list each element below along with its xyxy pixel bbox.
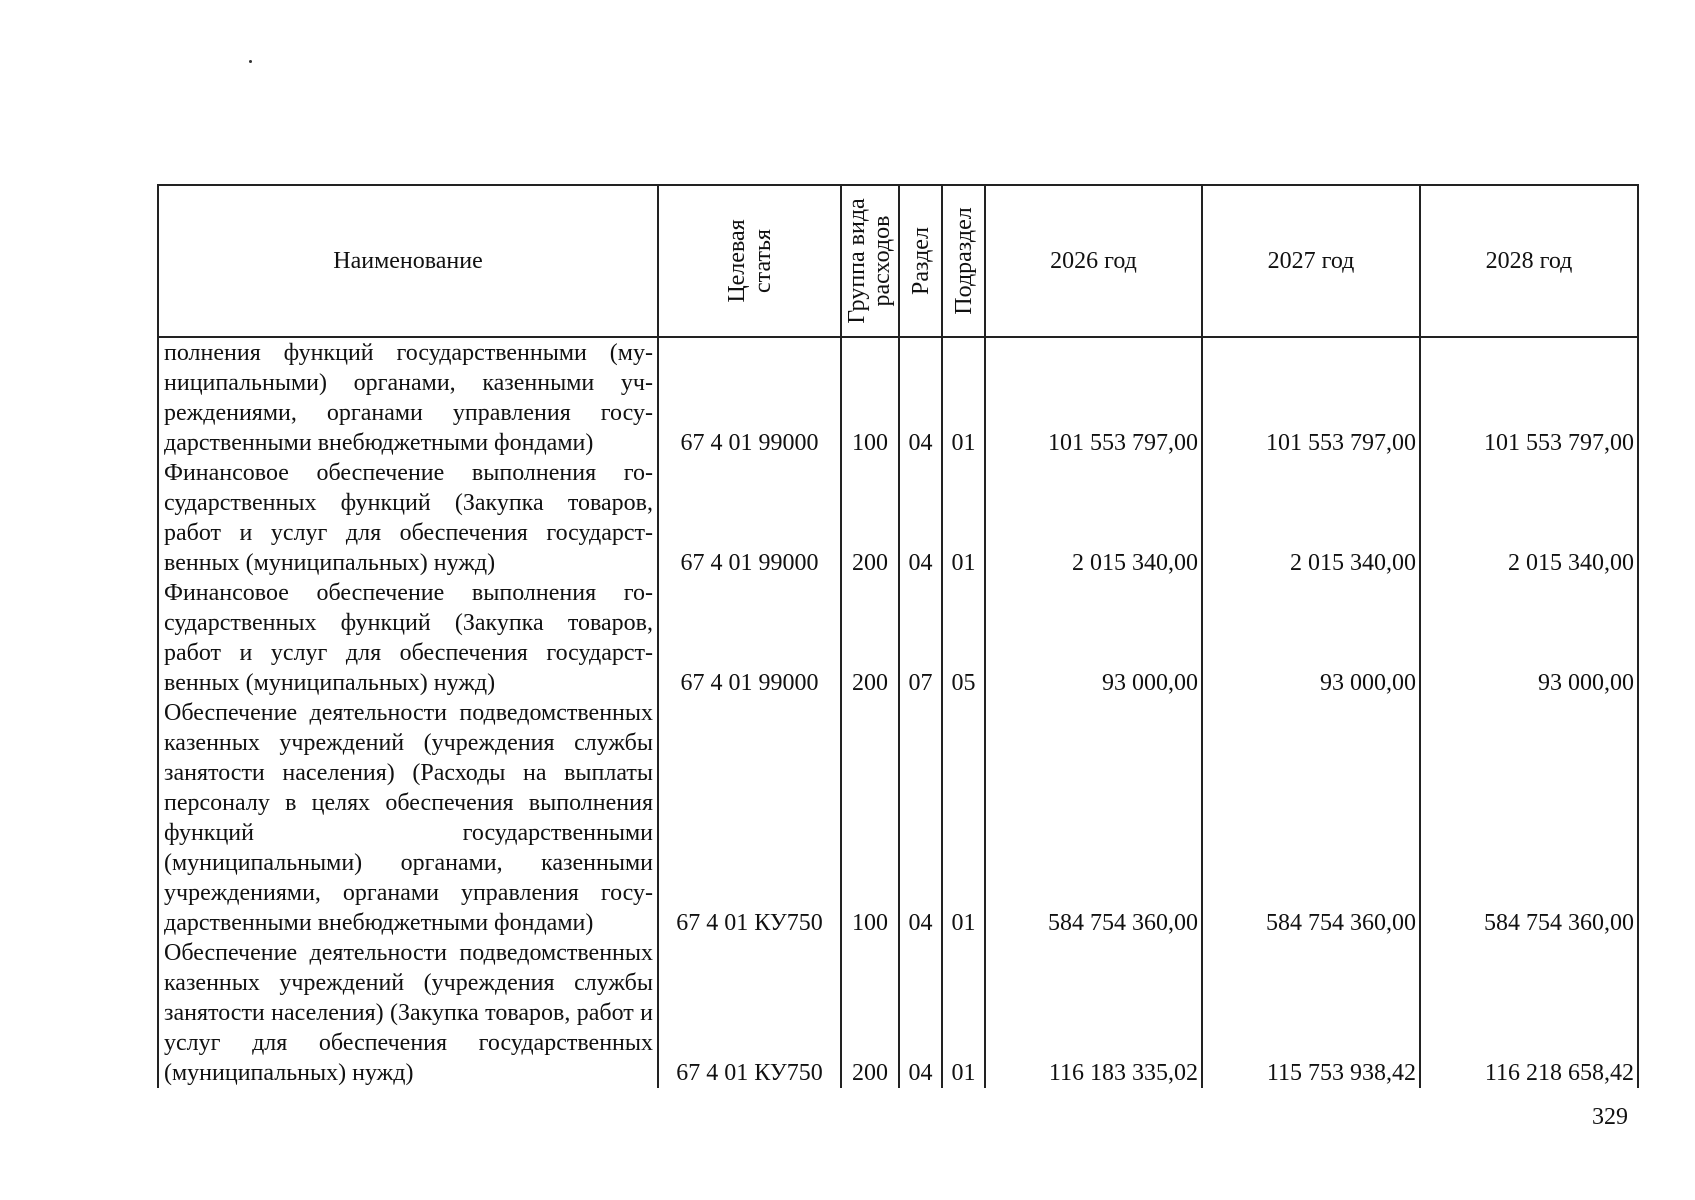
row-amount-2027: 101 553 797,00 <box>1202 337 1420 458</box>
header-name: Наименование <box>158 185 658 337</box>
row-name: Финансовое обеспечение выполнения государственных функций (Закупка товаров, работ и услуг для обеспечения государственных (муниципальных) нужд) <box>158 578 658 698</box>
row-section: 04 <box>899 698 942 938</box>
row-subsection: 05 <box>942 578 985 698</box>
row-subsection: 01 <box>942 458 985 578</box>
header-expense-group-label: Группа вида расходов <box>844 198 895 324</box>
row-amount-2028: 101 553 797,00 <box>1420 337 1638 458</box>
row-name: полнения функций государственными (муниципальными) органами, казенными учреждениями, органами управления государственными внебюджетными фондами) <box>158 337 658 458</box>
row-name: Обеспечение деятельности подведомственных казенных учреждений (учреждения службы занятости населения) (Закупка товаров, работ и услуг для обеспечения государственных (муниципальных) нужд) <box>158 938 658 1088</box>
row-expense-group: 200 <box>841 458 899 578</box>
header-year-2026: 2026 год <box>985 185 1202 337</box>
header-subsection-label: Подраздел <box>950 207 977 315</box>
row-amount-2027: 2 015 340,00 <box>1202 458 1420 578</box>
row-target-article: 67 4 01 99000 <box>658 458 841 578</box>
header-expense-group <box>841 185 899 337</box>
row-target-article: 67 4 01 КУ750 <box>658 938 841 1088</box>
row-section: 04 <box>899 458 942 578</box>
table-row <box>158 578 1638 698</box>
header-section <box>899 185 942 337</box>
header-section-label: Раздел <box>907 227 934 295</box>
row-section: 04 <box>899 938 942 1088</box>
row-amount-2027: 584 754 360,00 <box>1202 698 1420 938</box>
table-row <box>158 938 1638 1088</box>
row-amount-2027: 115 753 938,42 <box>1202 938 1420 1088</box>
row-name: Финансовое обеспечение выполнения государственных функций (Закупка товаров, работ и услуг для обеспечения государственных (муниципальных) нужд) <box>158 458 658 578</box>
row-target-article: 67 4 01 99000 <box>658 337 841 458</box>
row-subsection: 01 <box>942 938 985 1088</box>
row-amount-2026: 2 015 340,00 <box>985 458 1202 578</box>
row-target-article: 67 4 01 КУ750 <box>658 698 841 938</box>
page-number: 329 <box>1592 1104 1628 1130</box>
row-amount-2028: 2 015 340,00 <box>1420 458 1638 578</box>
row-target-article: 67 4 01 99000 <box>658 578 841 698</box>
header-target-article <box>658 185 841 337</box>
row-expense-group: 100 <box>841 337 899 458</box>
row-expense-group: 200 <box>841 938 899 1088</box>
header-target-article-label: Целевая статья <box>723 219 776 303</box>
row-amount-2026: 116 183 335,02 <box>985 938 1202 1088</box>
table-row <box>158 698 1638 938</box>
header-subsection <box>942 185 985 337</box>
row-expense-group: 100 <box>841 698 899 938</box>
row-name: Обеспечение деятельности подведомственных казенных учреждений (учреждения службы занятости населения) (Расходы на выплаты персоналу в целях обеспечения выполнения функций государственными (муниципальными) органами, казенными учреждениями, органами управления государственными внебюджетными фондами) <box>158 698 658 938</box>
row-section: 04 <box>899 337 942 458</box>
row-amount-2026: 584 754 360,00 <box>985 698 1202 938</box>
scan-speck <box>249 60 252 63</box>
row-amount-2026: 93 000,00 <box>985 578 1202 698</box>
row-subsection: 01 <box>942 337 985 458</box>
row-amount-2026: 101 553 797,00 <box>985 337 1202 458</box>
table-row <box>158 458 1638 578</box>
row-subsection: 01 <box>942 698 985 938</box>
table-header-row <box>158 185 1638 337</box>
row-amount-2028: 584 754 360,00 <box>1420 698 1638 938</box>
budget-table <box>157 184 1639 1088</box>
header-year-2027: 2027 год <box>1202 185 1420 337</box>
header-year-2028: 2028 год <box>1420 185 1638 337</box>
row-expense-group: 200 <box>841 578 899 698</box>
row-amount-2028: 93 000,00 <box>1420 578 1638 698</box>
table-row <box>158 337 1638 458</box>
row-amount-2027: 93 000,00 <box>1202 578 1420 698</box>
row-amount-2028: 116 218 658,42 <box>1420 938 1638 1088</box>
row-section: 07 <box>899 578 942 698</box>
